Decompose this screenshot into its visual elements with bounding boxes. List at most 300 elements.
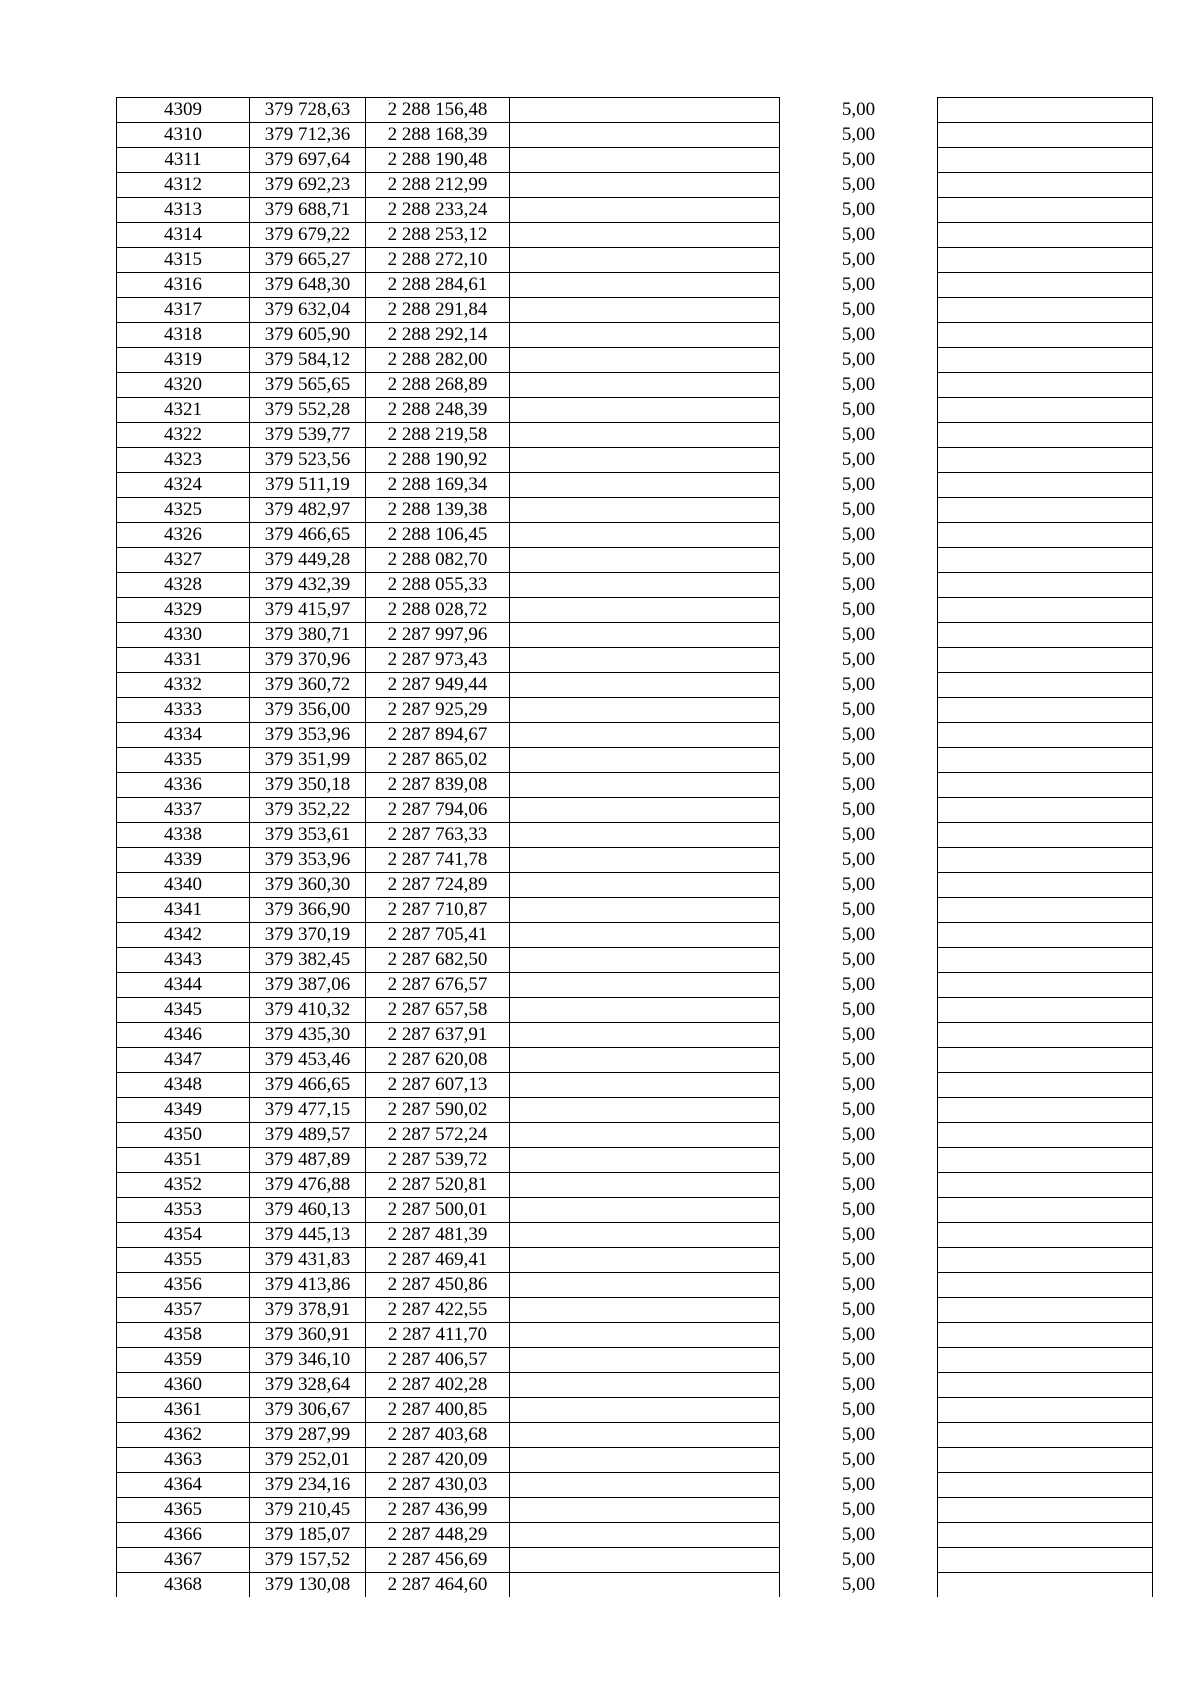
empty-cell: [938, 1348, 1153, 1373]
value-cell: 5,00: [780, 1448, 938, 1473]
value-cell: 5,00: [780, 1398, 938, 1423]
y-coordinate-cell: 2 287 741,78: [366, 848, 510, 873]
y-coordinate-cell: 2 287 839,08: [366, 773, 510, 798]
point-number-cell: 4324: [117, 473, 250, 498]
value-cell: 5,00: [780, 473, 938, 498]
table-row: [117, 573, 1153, 598]
value-cell: 5,00: [780, 1423, 938, 1448]
y-coordinate-cell: 2 287 539,72: [366, 1148, 510, 1173]
point-number-cell: 4329: [117, 598, 250, 623]
value-cell: 5,00: [780, 648, 938, 673]
y-coordinate-cell: 2 288 282,00: [366, 348, 510, 373]
table-body: [117, 98, 1153, 1598]
point-number-cell: 4358: [117, 1323, 250, 1348]
y-coordinate-cell: 2 287 607,13: [366, 1073, 510, 1098]
empty-cell: [938, 123, 1153, 148]
value-cell: 5,00: [780, 623, 938, 648]
y-coordinate-cell: 2 287 448,29: [366, 1523, 510, 1548]
table-row: [117, 773, 1153, 798]
table-row: [117, 923, 1153, 948]
value-cell: 5,00: [780, 1023, 938, 1048]
x-coordinate-cell: 379 378,91: [250, 1298, 366, 1323]
y-coordinate-cell: 2 287 949,44: [366, 673, 510, 698]
x-coordinate-cell: 379 185,07: [250, 1523, 366, 1548]
point-number-cell: 4364: [117, 1473, 250, 1498]
point-number-cell: 4317: [117, 298, 250, 323]
x-coordinate-cell: 379 287,99: [250, 1423, 366, 1448]
x-coordinate-cell: 379 157,52: [250, 1548, 366, 1573]
empty-cell: [510, 923, 780, 948]
empty-cell: [938, 173, 1153, 198]
value-cell: 5,00: [780, 223, 938, 248]
value-cell: 5,00: [780, 398, 938, 423]
y-coordinate-cell: 2 287 402,28: [366, 1373, 510, 1398]
empty-cell: [510, 1373, 780, 1398]
table-row: [117, 248, 1153, 273]
y-coordinate-cell: 2 288 156,48: [366, 98, 510, 123]
y-coordinate-cell: 2 287 430,03: [366, 1473, 510, 1498]
y-coordinate-cell: 2 287 925,29: [366, 698, 510, 723]
table-row: [117, 598, 1153, 623]
y-coordinate-cell: 2 287 422,55: [366, 1298, 510, 1323]
x-coordinate-cell: 379 432,39: [250, 573, 366, 598]
x-coordinate-cell: 379 360,91: [250, 1323, 366, 1348]
y-coordinate-cell: 2 287 682,50: [366, 948, 510, 973]
x-coordinate-cell: 379 712,36: [250, 123, 366, 148]
empty-cell: [510, 348, 780, 373]
x-coordinate-cell: 379 130,08: [250, 1573, 366, 1598]
y-coordinate-cell: 2 287 481,39: [366, 1223, 510, 1248]
table-row: [117, 473, 1153, 498]
y-coordinate-cell: 2 287 724,89: [366, 873, 510, 898]
empty-cell: [510, 773, 780, 798]
empty-cell: [938, 723, 1153, 748]
empty-cell: [510, 1173, 780, 1198]
empty-cell: [510, 523, 780, 548]
empty-cell: [510, 1423, 780, 1448]
value-cell: 5,00: [780, 923, 938, 948]
x-coordinate-cell: 379 565,65: [250, 373, 366, 398]
table-row: [117, 173, 1153, 198]
empty-cell: [938, 748, 1153, 773]
y-coordinate-cell: 2 287 620,08: [366, 1048, 510, 1073]
table-row: [117, 898, 1153, 923]
x-coordinate-cell: 379 584,12: [250, 348, 366, 373]
y-coordinate-cell: 2 287 794,06: [366, 798, 510, 823]
table-row: [117, 1148, 1153, 1173]
y-coordinate-cell: 2 287 973,43: [366, 648, 510, 673]
empty-cell: [938, 273, 1153, 298]
y-coordinate-cell: 2 288 292,14: [366, 323, 510, 348]
value-cell: 5,00: [780, 423, 938, 448]
empty-cell: [938, 248, 1153, 273]
empty-cell: [510, 673, 780, 698]
empty-cell: [938, 1148, 1153, 1173]
table-row: [117, 1448, 1153, 1473]
empty-cell: [510, 1273, 780, 1298]
empty-cell: [510, 498, 780, 523]
empty-cell: [510, 1248, 780, 1273]
empty-cell: [510, 1473, 780, 1498]
x-coordinate-cell: 379 435,30: [250, 1023, 366, 1048]
value-cell: 5,00: [780, 1323, 938, 1348]
empty-cell: [938, 348, 1153, 373]
empty-cell: [510, 173, 780, 198]
x-coordinate-cell: 379 370,19: [250, 923, 366, 948]
y-coordinate-cell: 2 287 590,02: [366, 1098, 510, 1123]
value-cell: 5,00: [780, 773, 938, 798]
x-coordinate-cell: 379 352,22: [250, 798, 366, 823]
empty-cell: [938, 823, 1153, 848]
x-coordinate-cell: 379 356,00: [250, 698, 366, 723]
point-number-cell: 4362: [117, 1423, 250, 1448]
x-coordinate-cell: 379 692,23: [250, 173, 366, 198]
y-coordinate-cell: 2 287 469,41: [366, 1248, 510, 1273]
table-row: [117, 448, 1153, 473]
empty-cell: [938, 423, 1153, 448]
empty-cell: [938, 598, 1153, 623]
empty-cell: [938, 898, 1153, 923]
table-row: [117, 98, 1153, 123]
point-number-cell: 4355: [117, 1248, 250, 1273]
y-coordinate-cell: 2 287 500,01: [366, 1198, 510, 1223]
empty-cell: [510, 723, 780, 748]
empty-cell: [938, 573, 1153, 598]
empty-cell: [938, 1298, 1153, 1323]
value-cell: 5,00: [780, 1148, 938, 1173]
empty-cell: [510, 98, 780, 123]
table-row: [117, 848, 1153, 873]
empty-cell: [938, 1248, 1153, 1273]
empty-cell: [510, 1573, 780, 1598]
y-coordinate-cell: 2 288 291,84: [366, 298, 510, 323]
empty-cell: [938, 1423, 1153, 1448]
empty-cell: [938, 98, 1153, 123]
empty-cell: [938, 923, 1153, 948]
value-cell: 5,00: [780, 198, 938, 223]
empty-cell: [938, 1548, 1153, 1573]
point-number-cell: 4339: [117, 848, 250, 873]
point-number-cell: 4368: [117, 1573, 250, 1598]
point-number-cell: 4316: [117, 273, 250, 298]
empty-cell: [938, 198, 1153, 223]
empty-cell: [938, 623, 1153, 648]
point-number-cell: 4359: [117, 1348, 250, 1373]
y-coordinate-cell: 2 288 190,48: [366, 148, 510, 173]
empty-cell: [510, 898, 780, 923]
x-coordinate-cell: 379 453,46: [250, 1048, 366, 1073]
y-coordinate-cell: 2 288 268,89: [366, 373, 510, 398]
x-coordinate-cell: 379 353,96: [250, 723, 366, 748]
x-coordinate-cell: 379 380,71: [250, 623, 366, 648]
empty-cell: [938, 148, 1153, 173]
empty-cell: [510, 998, 780, 1023]
empty-cell: [510, 648, 780, 673]
value-cell: 5,00: [780, 1098, 938, 1123]
table-row: [117, 273, 1153, 298]
point-number-cell: 4328: [117, 573, 250, 598]
x-coordinate-cell: 379 697,64: [250, 148, 366, 173]
table-row: [117, 973, 1153, 998]
point-number-cell: 4322: [117, 423, 250, 448]
point-number-cell: 4353: [117, 1198, 250, 1223]
value-cell: 5,00: [780, 1173, 938, 1198]
y-coordinate-cell: 2 287 676,57: [366, 973, 510, 998]
table-row: [117, 1173, 1153, 1198]
empty-cell: [510, 1148, 780, 1173]
value-cell: 5,00: [780, 1473, 938, 1498]
x-coordinate-cell: 379 350,18: [250, 773, 366, 798]
table-row: [117, 548, 1153, 573]
table-row: [117, 798, 1153, 823]
empty-cell: [510, 798, 780, 823]
empty-cell: [510, 1448, 780, 1473]
x-coordinate-cell: 379 466,65: [250, 523, 366, 548]
x-coordinate-cell: 379 489,57: [250, 1123, 366, 1148]
value-cell: 5,00: [780, 948, 938, 973]
empty-cell: [510, 823, 780, 848]
table-row: [117, 1373, 1153, 1398]
value-cell: 5,00: [780, 348, 938, 373]
point-number-cell: 4356: [117, 1273, 250, 1298]
empty-cell: [510, 973, 780, 998]
empty-cell: [938, 373, 1153, 398]
empty-cell: [938, 498, 1153, 523]
y-coordinate-cell: 2 288 248,39: [366, 398, 510, 423]
empty-cell: [510, 1123, 780, 1148]
y-coordinate-cell: 2 287 637,91: [366, 1023, 510, 1048]
empty-cell: [938, 1473, 1153, 1498]
x-coordinate-cell: 379 482,97: [250, 498, 366, 523]
table-row: [117, 348, 1153, 373]
value-cell: 5,00: [780, 523, 938, 548]
table-row: [117, 1048, 1153, 1073]
x-coordinate-cell: 379 665,27: [250, 248, 366, 273]
y-coordinate-cell: 2 287 520,81: [366, 1173, 510, 1198]
point-number-cell: 4338: [117, 823, 250, 848]
point-number-cell: 4367: [117, 1548, 250, 1573]
x-coordinate-cell: 379 477,15: [250, 1098, 366, 1123]
point-number-cell: 4313: [117, 198, 250, 223]
point-number-cell: 4363: [117, 1448, 250, 1473]
x-coordinate-cell: 379 382,45: [250, 948, 366, 973]
y-coordinate-cell: 2 288 055,33: [366, 573, 510, 598]
point-number-cell: 4357: [117, 1298, 250, 1323]
point-number-cell: 4361: [117, 1398, 250, 1423]
empty-cell: [938, 473, 1153, 498]
x-coordinate-cell: 379 370,96: [250, 648, 366, 673]
empty-cell: [510, 1348, 780, 1373]
table-row: [117, 1123, 1153, 1148]
empty-cell: [510, 198, 780, 223]
point-number-cell: 4331: [117, 648, 250, 673]
x-coordinate-cell: 379 360,72: [250, 673, 366, 698]
table-row: [117, 1223, 1153, 1248]
empty-cell: [510, 548, 780, 573]
value-cell: 5,00: [780, 998, 938, 1023]
table-row: [117, 648, 1153, 673]
empty-cell: [510, 573, 780, 598]
empty-cell: [938, 1523, 1153, 1548]
y-coordinate-cell: 2 287 411,70: [366, 1323, 510, 1348]
empty-cell: [938, 548, 1153, 573]
table-row: [117, 1498, 1153, 1523]
empty-cell: [938, 973, 1153, 998]
point-number-cell: 4343: [117, 948, 250, 973]
table-row: [117, 1398, 1153, 1423]
x-coordinate-cell: 379 466,65: [250, 1073, 366, 1098]
y-coordinate-cell: 2 287 406,57: [366, 1348, 510, 1373]
y-coordinate-cell: 2 287 400,85: [366, 1398, 510, 1423]
point-number-cell: 4366: [117, 1523, 250, 1548]
y-coordinate-cell: 2 287 436,99: [366, 1498, 510, 1523]
value-cell: 5,00: [780, 698, 938, 723]
empty-cell: [510, 1398, 780, 1423]
empty-cell: [510, 1298, 780, 1323]
empty-cell: [510, 1073, 780, 1098]
point-number-cell: 4327: [117, 548, 250, 573]
y-coordinate-cell: 2 288 082,70: [366, 548, 510, 573]
x-coordinate-cell: 379 632,04: [250, 298, 366, 323]
point-number-cell: 4314: [117, 223, 250, 248]
table-row: [117, 1073, 1153, 1098]
x-coordinate-cell: 379 410,32: [250, 998, 366, 1023]
table-row: [117, 523, 1153, 548]
table-row: [117, 423, 1153, 448]
empty-cell: [510, 123, 780, 148]
value-cell: 5,00: [780, 298, 938, 323]
x-coordinate-cell: 379 360,30: [250, 873, 366, 898]
point-number-cell: 4326: [117, 523, 250, 548]
point-number-cell: 4311: [117, 148, 250, 173]
empty-cell: [938, 1273, 1153, 1298]
empty-cell: [938, 1448, 1153, 1473]
point-number-cell: 4352: [117, 1173, 250, 1198]
empty-cell: [938, 1173, 1153, 1198]
value-cell: 5,00: [780, 1223, 938, 1248]
value-cell: 5,00: [780, 1548, 938, 1573]
point-number-cell: 4323: [117, 448, 250, 473]
empty-cell: [510, 598, 780, 623]
value-cell: 5,00: [780, 848, 938, 873]
point-number-cell: 4315: [117, 248, 250, 273]
y-coordinate-cell: 2 287 710,87: [366, 898, 510, 923]
value-cell: 5,00: [780, 148, 938, 173]
y-coordinate-cell: 2 288 190,92: [366, 448, 510, 473]
point-number-cell: 4341: [117, 898, 250, 923]
y-coordinate-cell: 2 288 168,39: [366, 123, 510, 148]
empty-cell: [938, 1123, 1153, 1148]
point-number-cell: 4309: [117, 98, 250, 123]
empty-cell: [510, 623, 780, 648]
empty-cell: [510, 323, 780, 348]
y-coordinate-cell: 2 287 657,58: [366, 998, 510, 1023]
empty-cell: [938, 848, 1153, 873]
table-row: [117, 148, 1153, 173]
table-row: [117, 298, 1153, 323]
point-number-cell: 4320: [117, 373, 250, 398]
table-row: [117, 1523, 1153, 1548]
x-coordinate-cell: 379 353,96: [250, 848, 366, 873]
empty-cell: [938, 698, 1153, 723]
point-number-cell: 4312: [117, 173, 250, 198]
table-row: [117, 623, 1153, 648]
table-row: [117, 1348, 1153, 1373]
point-number-cell: 4348: [117, 1073, 250, 1098]
table-row: [117, 1098, 1153, 1123]
empty-cell: [510, 1023, 780, 1048]
table-row: [117, 1548, 1153, 1573]
point-number-cell: 4335: [117, 748, 250, 773]
point-number-cell: 4351: [117, 1148, 250, 1173]
empty-cell: [938, 1223, 1153, 1248]
value-cell: 5,00: [780, 1123, 938, 1148]
value-cell: 5,00: [780, 123, 938, 148]
table-row: [117, 1323, 1153, 1348]
value-cell: 5,00: [780, 1298, 938, 1323]
empty-cell: [510, 423, 780, 448]
y-coordinate-cell: 2 287 763,33: [366, 823, 510, 848]
empty-cell: [938, 673, 1153, 698]
point-number-cell: 4325: [117, 498, 250, 523]
y-coordinate-cell: 2 287 997,96: [366, 623, 510, 648]
empty-cell: [938, 223, 1153, 248]
empty-cell: [938, 1198, 1153, 1223]
table-row: [117, 1298, 1153, 1323]
x-coordinate-cell: 379 511,19: [250, 473, 366, 498]
x-coordinate-cell: 379 306,67: [250, 1398, 366, 1423]
empty-cell: [938, 1098, 1153, 1123]
empty-cell: [938, 873, 1153, 898]
table-row: [117, 223, 1153, 248]
value-cell: 5,00: [780, 1348, 938, 1373]
value-cell: 5,00: [780, 1523, 938, 1548]
point-number-cell: 4344: [117, 973, 250, 998]
table-row: [117, 373, 1153, 398]
value-cell: 5,00: [780, 1048, 938, 1073]
empty-cell: [938, 648, 1153, 673]
table-row: [117, 1473, 1153, 1498]
empty-cell: [938, 1073, 1153, 1098]
empty-cell: [510, 448, 780, 473]
x-coordinate-cell: 379 366,90: [250, 898, 366, 923]
point-number-cell: 4310: [117, 123, 250, 148]
empty-cell: [938, 448, 1153, 473]
empty-cell: [938, 1498, 1153, 1523]
value-cell: 5,00: [780, 248, 938, 273]
x-coordinate-cell: 379 387,06: [250, 973, 366, 998]
empty-cell: [510, 1198, 780, 1223]
y-coordinate-cell: 2 288 106,45: [366, 523, 510, 548]
empty-cell: [938, 773, 1153, 798]
y-coordinate-cell: 2 288 139,38: [366, 498, 510, 523]
value-cell: 5,00: [780, 323, 938, 348]
y-coordinate-cell: 2 287 456,69: [366, 1548, 510, 1573]
empty-cell: [938, 1373, 1153, 1398]
empty-cell: [510, 873, 780, 898]
empty-cell: [938, 948, 1153, 973]
value-cell: 5,00: [780, 1248, 938, 1273]
y-coordinate-cell: 2 288 212,99: [366, 173, 510, 198]
point-number-cell: 4318: [117, 323, 250, 348]
point-number-cell: 4345: [117, 998, 250, 1023]
value-cell: 5,00: [780, 1373, 938, 1398]
y-coordinate-cell: 2 287 572,24: [366, 1123, 510, 1148]
x-coordinate-cell: 379 476,88: [250, 1173, 366, 1198]
point-number-cell: 4336: [117, 773, 250, 798]
table-row: [117, 398, 1153, 423]
table-row: [117, 1248, 1153, 1273]
